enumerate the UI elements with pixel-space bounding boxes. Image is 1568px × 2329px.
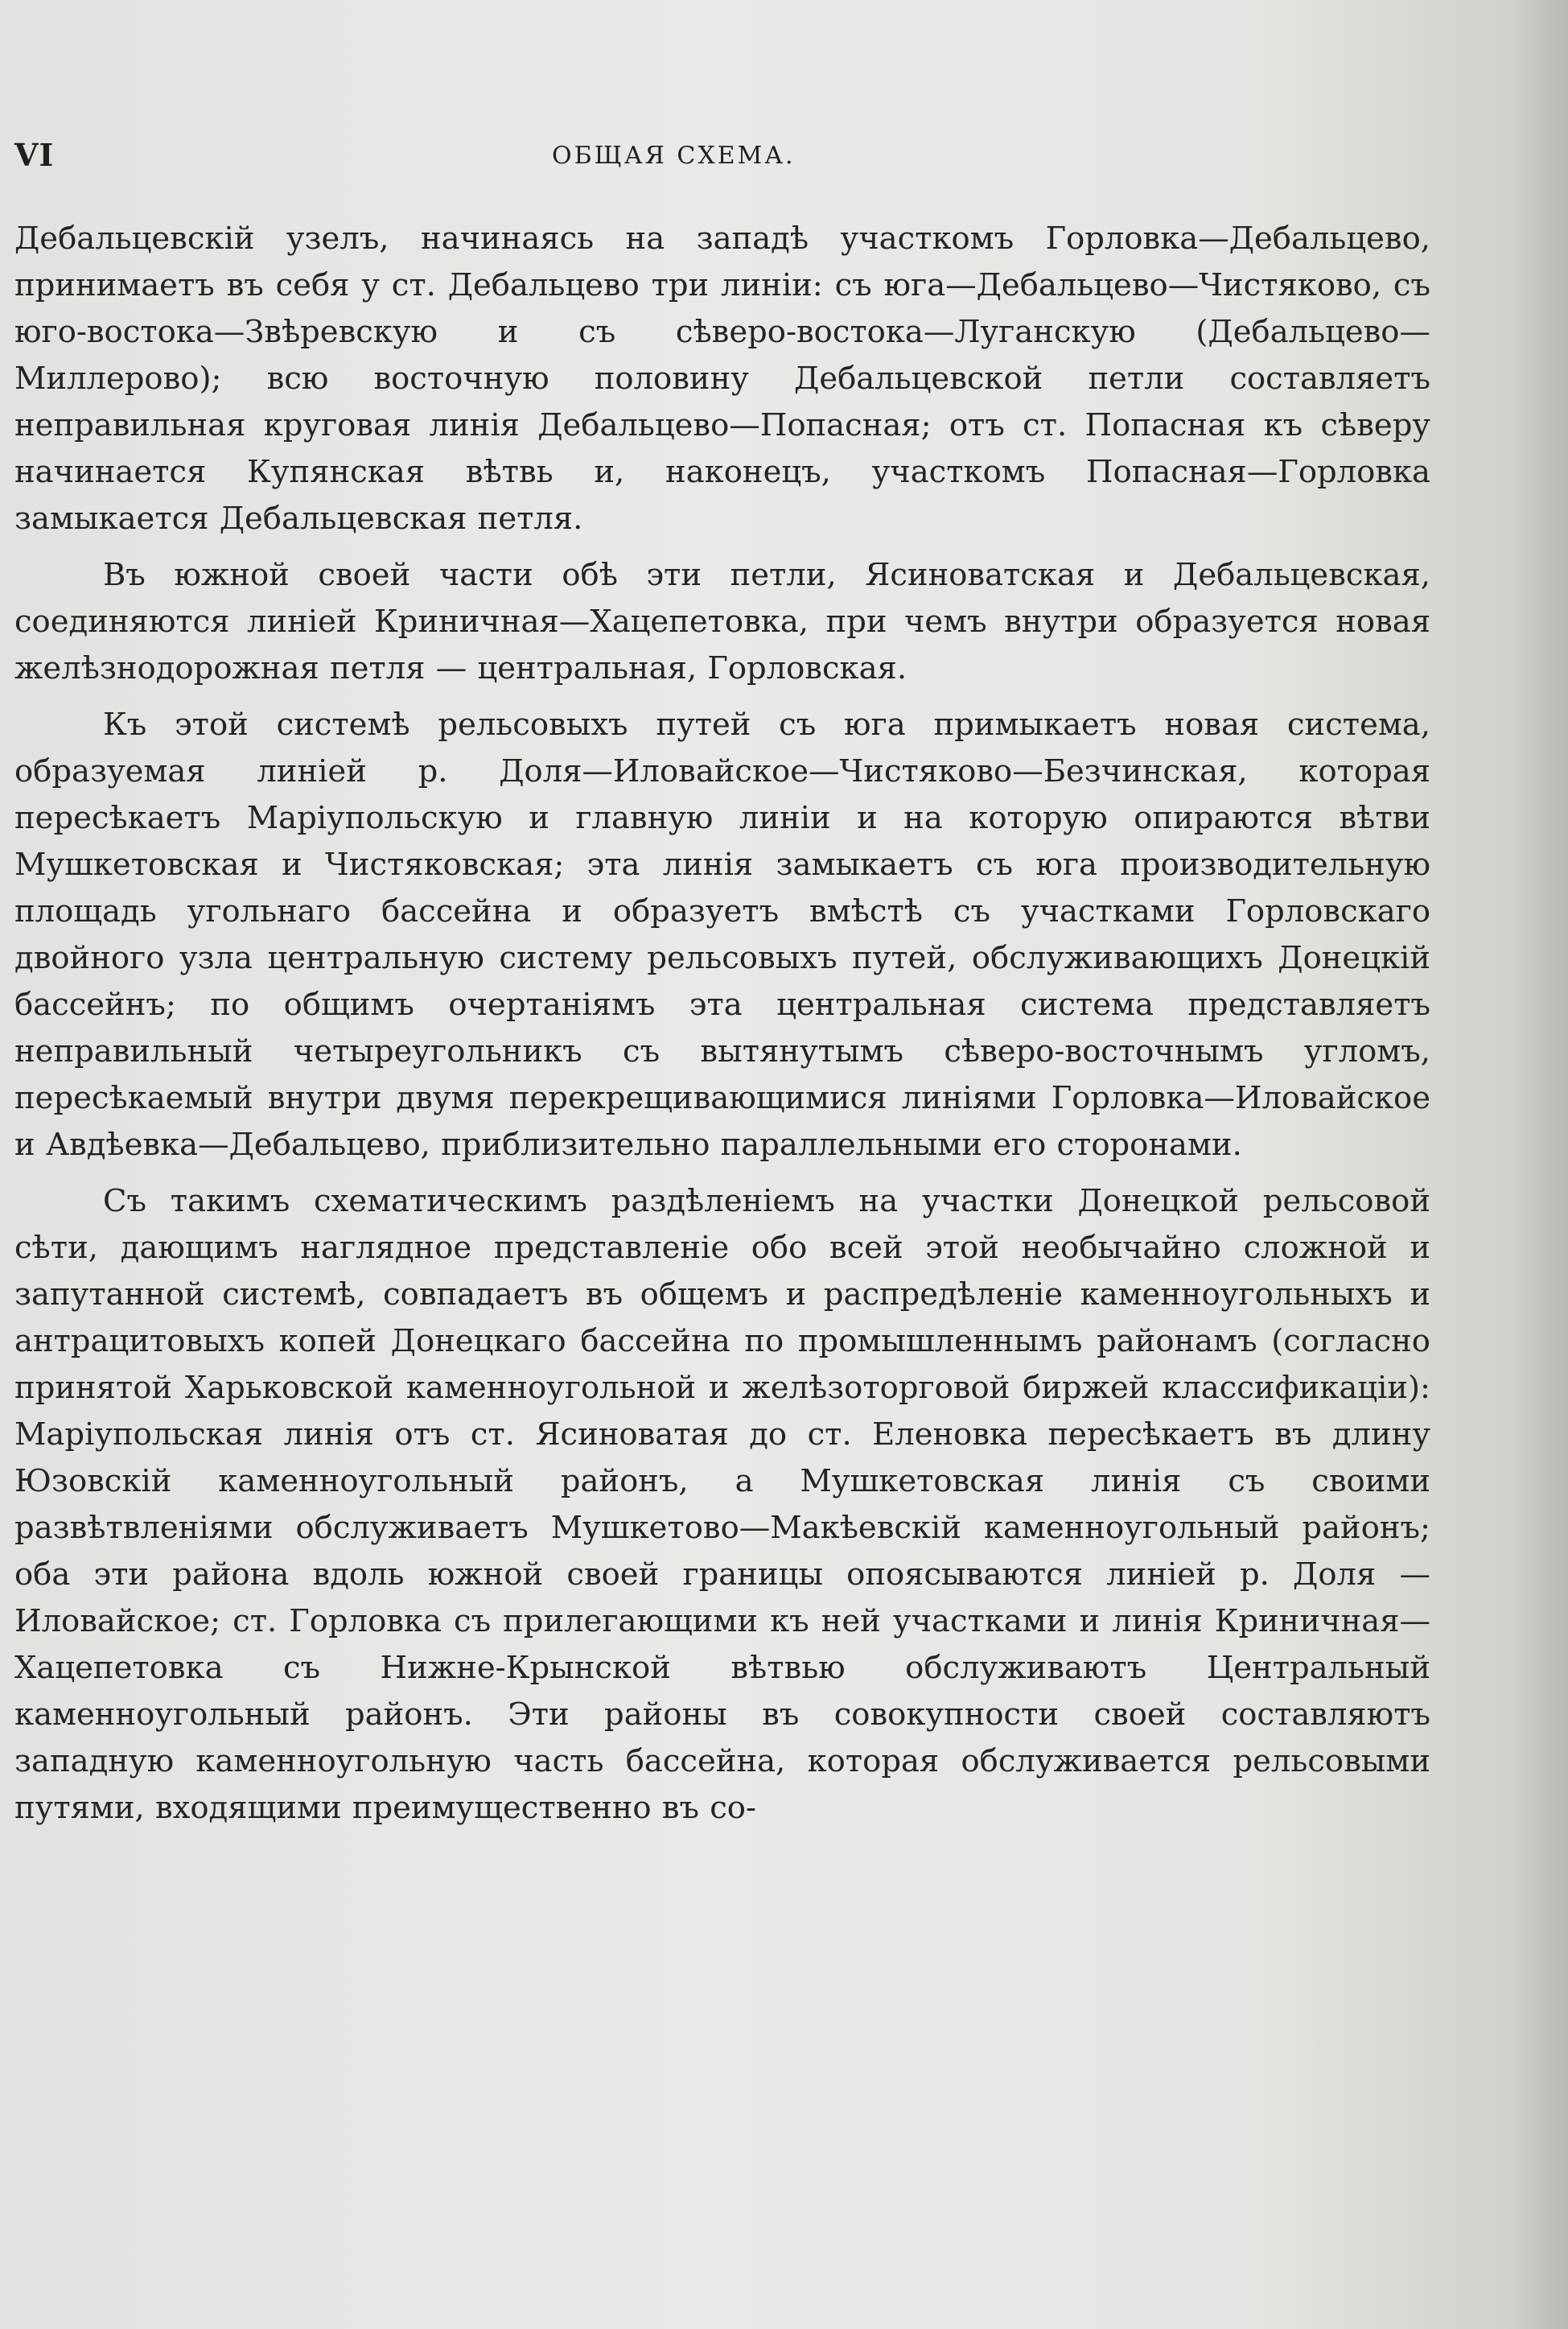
page-header — [14, 137, 1529, 177]
page-number: VI — [14, 137, 55, 173]
paragraph-southern-loops: Въ южной своей части обѣ эти петли, Ясиноватская и Дебальцевская, соединяются линіей Криничная—Хацепетовка, при чемъ внутри образуется новая желѣзнодорожная петля — центральная, Горловская. — [14, 557, 1430, 686]
paragraph-coal-districts: Съ такимъ схематическимъ раздѣленіемъ на участки Донецкой рельсовой сѣти, дающимъ наглядное представленіе обо всей этой необычайно сложной и запутанной системѣ, совпадаетъ въ общемъ и распредѣленіе каменноугольныхъ и антрацитовыхъ копей Донецкаго бассейна по промышленнымъ районамъ (согласно принятой Харьковской каменноугольной и желѣзоторговой биржей классификаціи): Маріупольская линія отъ ст. Ясиноватая до ст. Еленовка пересѣкаетъ въ длину Юзовскій каменноугольный районъ, а Мушкетовская линія съ своими развѣтвленіями обслуживаетъ Мушкетово—Макѣевскій каменноугольный районъ; оба эти района вдоль южной своей границы опоясываются линіей р. Доля — Иловайское; ст. Горловка съ прилегающими къ ней участками и линія Криничная—Хацепетовка съ Нижне-Крынской вѣтвью обслуживаютъ Центральный каменноугольный районъ. Эти районы въ совокупности своей составляютъ западную каменноугольную часть бассейна, которая обслуживается рельсовыми путями, входящими преимущественно въ со- — [14, 1183, 1430, 1826]
paragraph-debaltsevo-node: Дебальцевскій узелъ, начинаясь на западѣ участкомъ Горловка—Дебальцево, принимаетъ въ себя у ст. Дебальцево три линіи: съ юга—Дебальцево—Чистяково, съ юго-востока—Звѣревскую и съ сѣверо-востока—Луганскую (Дебальцево—Миллерово); всю восточную половину Дебальцевской петли составляетъ неправильная круговая линія Дебальцево—Попасная; отъ ст. Попасная къ сѣверу начинается Купянская вѣтвь и, наконецъ, участкомъ Попасная—Горловка замыкается Дебальцевская петля. — [14, 221, 1430, 537]
paragraph-central-system: Къ этой системѣ рельсовыхъ путей съ юга примыкаетъ новая система, образуемая линіей р. Доля—Иловайское—Чистяково—Безчинская, которая пересѣкаетъ Маріупольскую и главную линіи и на которую опираются вѣтви Мушкетовская и Чистяковская; эта линія замыкаетъ съ юга производительную площадь угольнаго бассейна и образуетъ вмѣстѣ съ участками Горловскаго двойного узла центральную систему рельсовыхъ путей, обслуживающихъ Донецкій бассейнъ; по общимъ очертаніямъ эта центральная система представляетъ неправильный четыреугольникъ съ вытянутымъ сѣверо-восточнымъ угломъ, пересѣкаемый внутри двумя перекрещивающимися линіями Горловка—Иловайское и Авдѣевка—Дебальцево, приблизительно параллельными его сторонами. — [14, 707, 1430, 1163]
page-body — [14, 216, 1430, 1832]
page-edge-shadow — [1512, 0, 1568, 2329]
running-title: ОБЩАЯ СХЕМА. — [552, 142, 796, 170]
